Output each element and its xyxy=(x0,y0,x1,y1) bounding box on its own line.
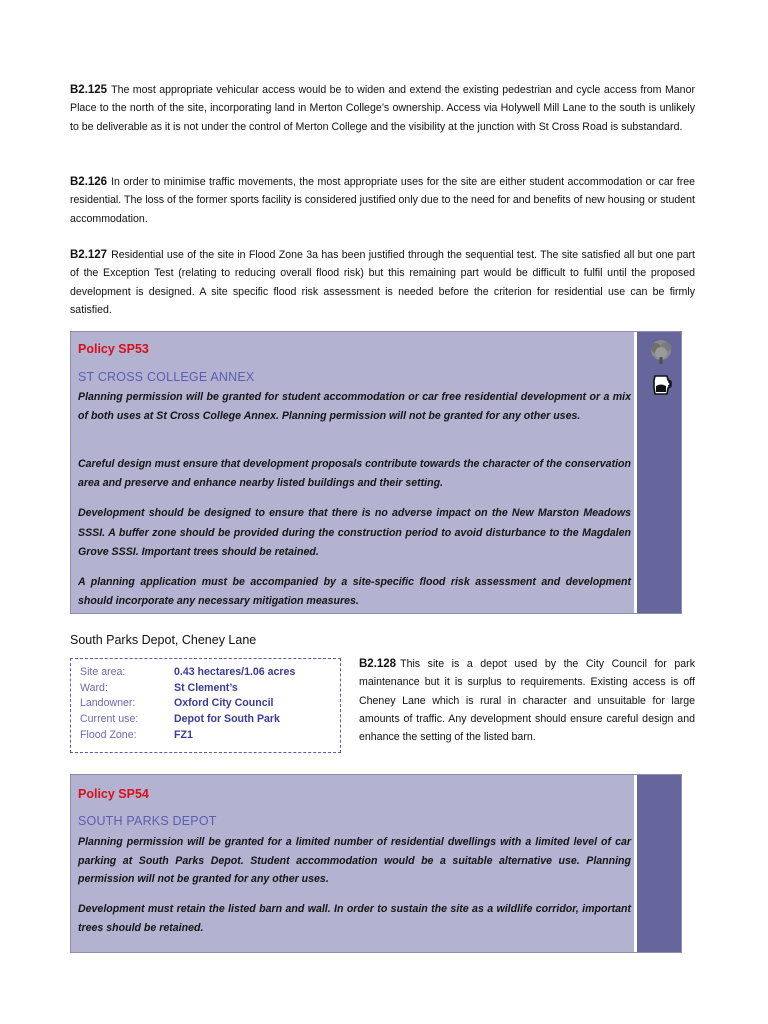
paragraph-number: B2.126 xyxy=(70,176,108,188)
policy-title: Policy SP54 xyxy=(78,787,149,801)
paragraph-b2-127 xyxy=(70,246,695,319)
policy-text: Careful design must ensure that development proposals contribute towards the character of the conservation area and preserve and enhance nearby listed buildings and their setting. xyxy=(78,458,631,489)
policy-side-bar xyxy=(637,775,681,952)
policy-sp53-box xyxy=(70,331,682,614)
tree-icon xyxy=(647,338,675,366)
info-value: 0.43 hectares/1.06 acres xyxy=(174,666,296,678)
paragraph-b2-128 xyxy=(359,655,695,746)
site-heading: South Parks Depot, Cheney Lane xyxy=(70,633,257,647)
paragraph-number: B2.125 xyxy=(70,84,108,96)
info-label: Flood Zone: xyxy=(80,729,137,741)
info-value: St Clement’s xyxy=(174,682,238,694)
paragraph-text: In order to minimise traffic movements, the most appropriate uses for the site are either student accommodation or car free residential. The loss of the former sports facility is considered justified only due to the need for and benefits of new housing or student accommodation. xyxy=(70,176,695,225)
paragraph-b2-126 xyxy=(70,173,695,228)
paragraph-b2-125 xyxy=(70,81,695,136)
paragraph-number: B2.128 xyxy=(359,658,397,670)
flood-jug-icon xyxy=(649,372,673,398)
paragraph-text: The most appropriate vehicular access would be to widen and extend the existing pedestrian and cycle access from Manor Place to the north of the site, incorporating land in Merton College’s ownership. Access via Holywell Mill Lane to the south is unlikely to be deliverable as it is not under the control of Merton College and the visibility at the junction with St Cross Road is substandard. xyxy=(70,84,695,133)
info-value: Oxford City Council xyxy=(174,697,274,709)
policy-text: Planning permission will be granted for student accommodation or car free residential development or a mix of both uses at St Cross College Annex. Planning permission will not be granted for any other uses. xyxy=(78,391,631,422)
info-label: Ward: xyxy=(80,682,108,694)
policy-text: A planning application must be accompanied by a site-specific flood risk assessment and development should incorporate any necessary mitigation measures. xyxy=(78,576,631,607)
policy-side-bar xyxy=(637,332,681,613)
policy-heading: ST CROSS COLLEGE ANNEX xyxy=(78,370,255,384)
policy-content xyxy=(71,332,637,613)
info-value: Depot for South Park xyxy=(174,713,280,725)
policy-sp54-box xyxy=(70,774,682,953)
policy-content xyxy=(71,775,637,952)
policy-text: Development should be designed to ensure that there is no adverse impact on the New Marston Meadows SSSI. A buffer zone should be provided during the construction period to avoid disturbance to the Magdalen Grove SSSI. Important trees should be retained. xyxy=(78,507,631,558)
info-label: Landowner: xyxy=(80,697,136,709)
policy-heading: SOUTH PARKS DEPOT xyxy=(78,814,217,828)
policy-text: Planning permission will be granted for a limited number of residential dwellings with a limited level of car parking at South Parks Depot. Student accommodation would be a suitable alternative use. Planning permission will not be granted for any other uses. xyxy=(78,836,631,885)
paragraph-text: This site is a depot used by the City Council for park maintenance but it is surplus to requirements. Existing access is off Cheney Lane which is rural in character and unsuitable for large amounts of traffic. Any development should ensure careful design and enhance the setting of the listed barn. xyxy=(359,658,695,744)
paragraph-number: B2.127 xyxy=(70,249,108,261)
info-label: Site area: xyxy=(80,666,126,678)
info-label: Current use: xyxy=(80,713,139,725)
info-value: FZ1 xyxy=(174,729,193,741)
site-info-box xyxy=(70,658,341,753)
paragraph-text: Residential use of the site in Flood Zone 3a has been justified through the sequential test. The site satisfied all but one part of the Exception Test (relating to reducing overall flood risk) but this remaining part would be difficult to fulfil until the proposed development is designed. A site specific flood risk assessment is needed before the criterion for residential use can be firmly satisfied. xyxy=(70,249,695,316)
policy-text: Development must retain the listed barn and wall. In order to sustain the site as a wildlife corridor, important trees should be retained. xyxy=(78,903,631,934)
policy-title: Policy SP53 xyxy=(78,342,149,356)
